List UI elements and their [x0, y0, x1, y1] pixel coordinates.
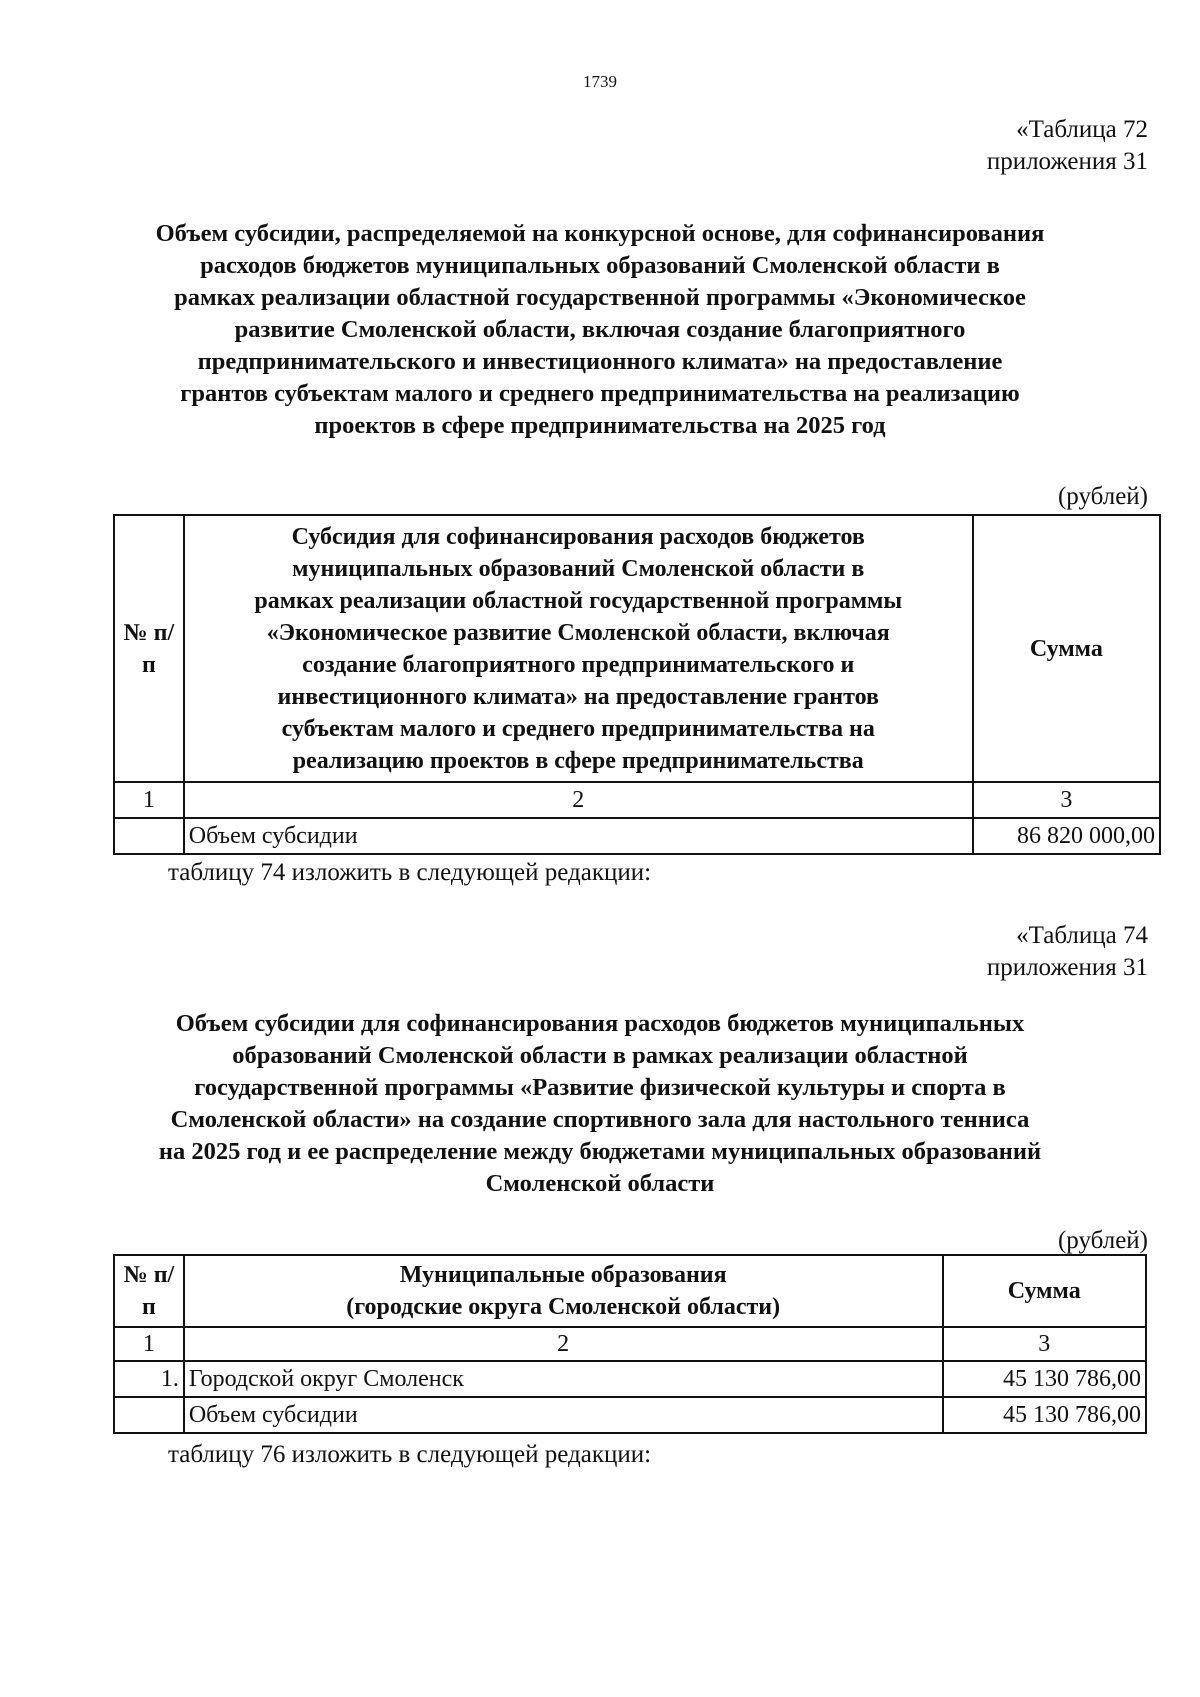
table74-col-number: 2	[184, 1327, 943, 1361]
table72-ref-line1: «Таблица 72	[1016, 116, 1148, 143]
table72-header-sum: Сумма	[973, 515, 1160, 782]
table74-header-desc	[184, 1255, 943, 1327]
table72-total-row	[114, 818, 1160, 854]
instruction-table74: таблицу 74 изложить в следующей редакции:	[168, 859, 652, 886]
table74-title	[100, 1008, 1100, 1200]
table74-title-line: на 2025 год и ее распределение между бюджетами муниципальных образований	[158, 1138, 1042, 1165]
page-number: 1739	[583, 72, 617, 91]
table74-row-sum: 45 130 786,00	[943, 1361, 1147, 1397]
table72-title	[100, 218, 1100, 442]
table72-title-line: расходов бюджетов муниципальных образований Смоленской области в	[200, 252, 1000, 279]
table72-header-desc-line: рамках реализации областной государственной программы	[254, 587, 903, 614]
table72-title-line: грантов субъектам малого и среднего предпринимательства на реализацию	[180, 380, 1020, 407]
table74-total-num	[114, 1397, 184, 1433]
table72-header-row	[114, 515, 1160, 782]
table74-title-line: государственной программы «Развитие физической культуры и спорта в	[194, 1074, 1006, 1101]
table72-col-number: 1	[114, 782, 184, 818]
table74-header-num: № п/п	[114, 1255, 184, 1327]
table74-title-line: Смоленской области	[485, 1170, 715, 1197]
table72-title-line: Объем субсидии, распределяемой на конкурсной основе, для софинансирования	[155, 220, 1045, 247]
table72-total-sum: 86 820 000,00	[973, 818, 1160, 854]
table74-total-label: Объем субсидии	[184, 1397, 943, 1433]
table72-title-line: предпринимательского и инвестиционного климата» на предоставление	[197, 348, 1003, 375]
table74-col-number: 3	[943, 1327, 1147, 1361]
table74-header-sum: Сумма	[943, 1255, 1147, 1327]
table72-title-line: рамках реализации областной государственной программы «Экономическое	[174, 284, 1026, 311]
table74-ref-line2: приложения 31	[986, 954, 1148, 981]
table-row	[114, 1361, 1146, 1397]
table72-header-desc-line: инвестиционного климата» на предоставление грантов	[277, 683, 879, 710]
table74-col-number: 1	[114, 1327, 184, 1361]
table72-header-desc-line: реализацию проектов в сфере предпринимательства	[292, 747, 864, 774]
table72-title-line: проектов в сфере предпринимательства на 2025 год	[314, 412, 886, 439]
table72-header-desc-line: «Экономическое развитие Смоленской области, включая	[266, 619, 890, 646]
table72	[113, 514, 1161, 855]
table74-title-line: Смоленской области» на создание спортивного зала для настольного тенниса	[170, 1106, 1030, 1133]
table74	[113, 1254, 1147, 1434]
table74-header-desc-line: (городские округа Смоленской области)	[346, 1294, 781, 1320]
table72-col-number: 3	[973, 782, 1160, 818]
table74-row-num: 1.	[114, 1361, 184, 1397]
table72-ref-line2: приложения 31	[986, 148, 1148, 175]
table72-title-line: развитие Смоленской области, включая создание благоприятного	[234, 316, 966, 343]
table74-title-line: образований Смоленской области в рамках реализации областной	[232, 1042, 968, 1069]
table74-total-row	[114, 1397, 1146, 1433]
table72-header-desc-line: субъектам малого и среднего предпринимательства на	[281, 715, 875, 742]
table74-unit: (рублей)	[1057, 1227, 1148, 1254]
table74-header-desc-line: Муниципальные образования	[399, 1262, 727, 1288]
table72-header-desc	[184, 515, 973, 782]
table72-total-label: Объем субсидии	[184, 818, 973, 854]
table72-header-desc-line: Субсидия для софинансирования расходов бюджетов	[291, 523, 865, 550]
table74-ref-line1: «Таблица 74	[1016, 922, 1148, 949]
table74-title-line: Объем субсидии для софинансирования расходов бюджетов муниципальных	[175, 1010, 1025, 1037]
table72-header-desc-line: создание благоприятного предпринимательского и	[302, 651, 855, 678]
table74-row-label: Городской округ Смоленск	[184, 1361, 943, 1397]
table72-header-num: № п/п	[114, 515, 184, 782]
table72-col-numbers-row	[114, 782, 1160, 818]
table72-header-desc-line: муниципальных образований Смоленской области в	[292, 555, 865, 582]
table74-col-numbers-row	[114, 1327, 1146, 1361]
table72-total-num	[114, 818, 184, 854]
table74-reference	[987, 920, 1148, 984]
instruction-table76: таблицу 76 изложить в следующей редакции:	[168, 1441, 652, 1468]
table72-col-number: 2	[184, 782, 973, 818]
table72-reference	[987, 114, 1148, 178]
table74-total-sum: 45 130 786,00	[943, 1397, 1147, 1433]
table74-header-row	[114, 1255, 1146, 1327]
table72-unit: (рублей)	[1057, 483, 1148, 510]
